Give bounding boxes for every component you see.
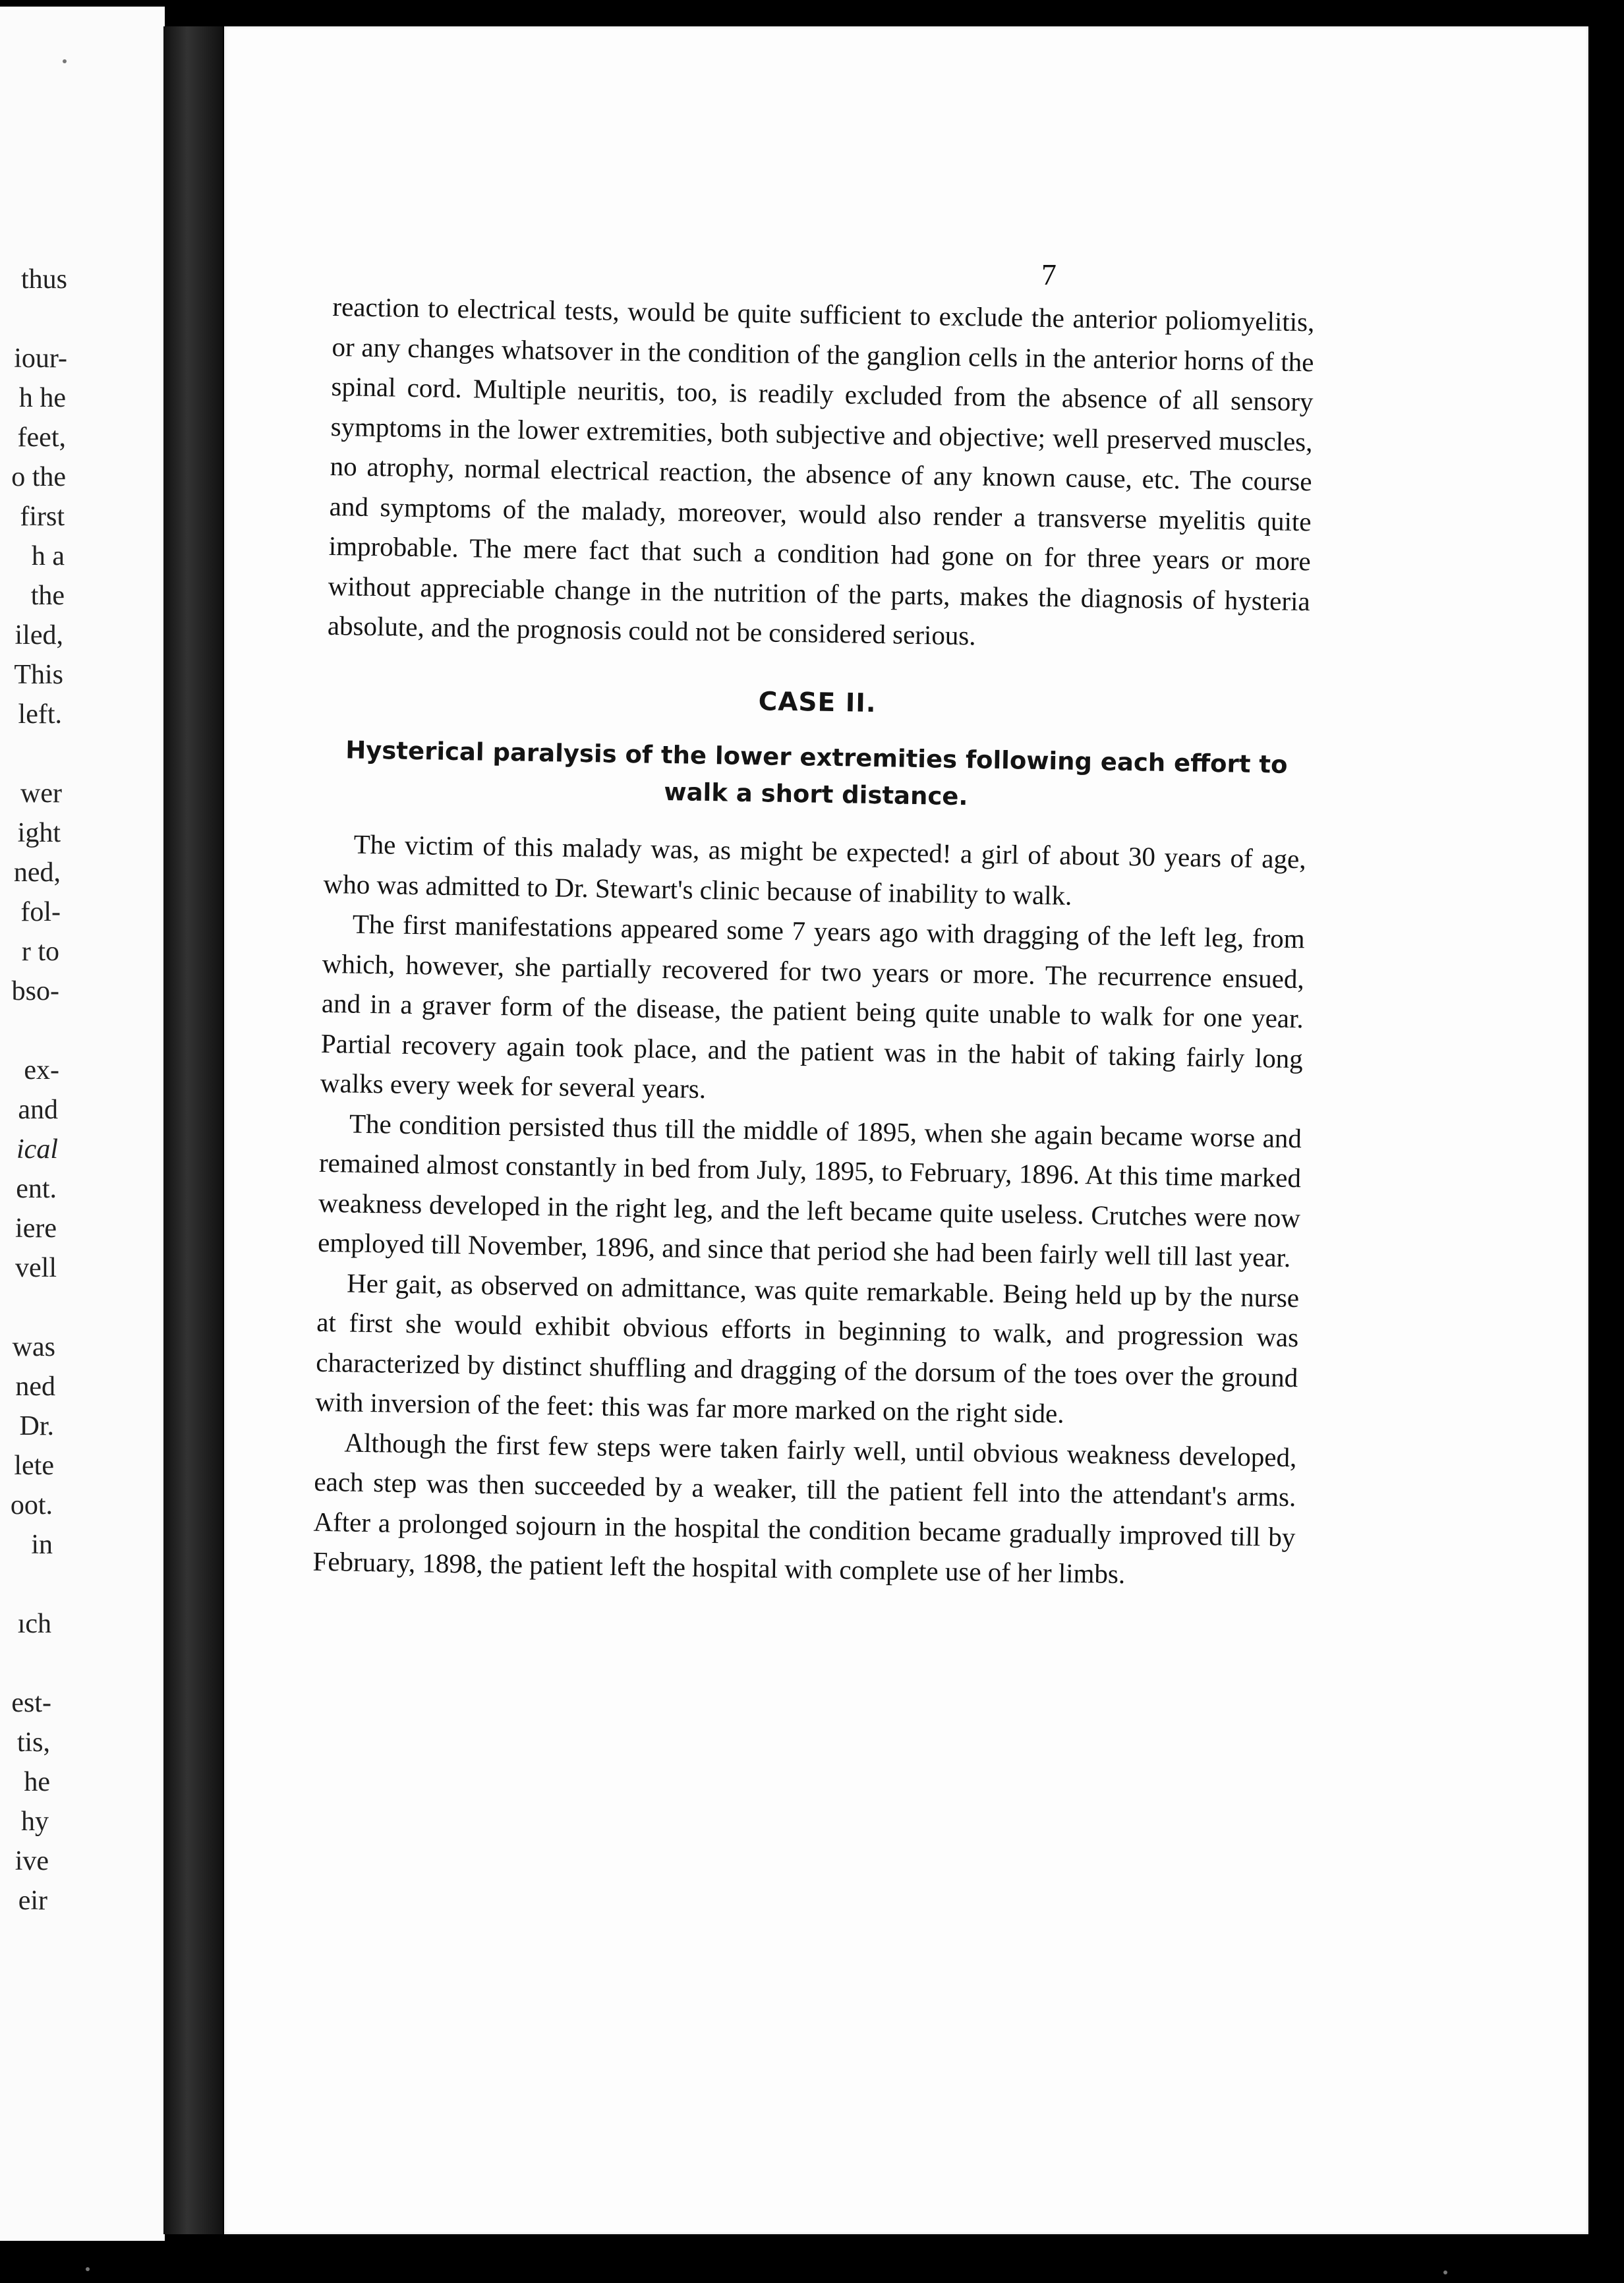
- facing-page-line: est-: [11, 1688, 51, 1718]
- facing-page-line: ent.: [16, 1174, 57, 1204]
- facing-page-line: thus: [20, 264, 67, 295]
- facing-page-line: fol-: [20, 897, 61, 927]
- facing-page-line: iled,: [14, 620, 63, 650]
- facing-page-line: ıch: [17, 1609, 51, 1639]
- facing-page-line: o the: [11, 462, 66, 492]
- facing-page-line: wer: [20, 778, 62, 809]
- paragraph: The first manifestations appeared some 7 years ago with dragging of the left leg, from which, however, she partially recovered for two years or more. The recurrence ensued, and in a graver form of the disease, the patient being quite unable to walk for one year. Partial recovery again took place, and the patient was in the habit of taking fairly long walks every week for several years.: [320, 908, 1306, 1105]
- paragraph: reaction to electrical tests, would be quite sufficient to exclude the anterior poliomyelitis, or any changes whatsover in the condition of the ganglion cells in the anterior horns of the spinal cord. Multiple neuritis, too, is readily excluded from the absence of all sensory symptoms in the lower extremities, both subjective and objective; well preserved muscles, no atrophy, normal electrical reaction, the absence of any known cause, etc. The course and symptoms of the malady, moreover, would also render a transverse myelitis quite improbable. The mere fact that such a condition had gone on for three years or more without appreciable change in the nutrition of the parts, makes the diagnosis of hysteria absolute, and the prognosis could not be considered serious.: [327, 291, 1315, 651]
- facing-page-line: feet,: [17, 422, 66, 453]
- facing-page: [0, 7, 165, 2241]
- facing-page-line: ned: [15, 1372, 55, 1402]
- case-subheading: Hysterical paralysis of the lower extremities following each effort to walk a short distance.: [345, 736, 1288, 811]
- facing-page-line: tis,: [16, 1727, 50, 1758]
- facing-page-line: ight: [17, 818, 61, 848]
- case-heading: CASE II.: [758, 686, 877, 718]
- paragraph: Her gait, as observed on admittance, was quite remarkable. Being held up by the nurse at first she would exhibit obvious efforts in beginning to walk, and progression was characterized by distinct shuffling and dragging of the dorsum of the toes over the ground with inversion of the feet: this was far more marked on the right side.: [315, 1267, 1300, 1429]
- facing-page-line: hy: [21, 1806, 49, 1837]
- facing-page-text: [0, 7, 165, 2241]
- facing-page-line: and: [18, 1095, 58, 1125]
- scan-border: [1588, 26, 1624, 2234]
- facing-page-line: in: [31, 1530, 53, 1560]
- facing-page-line: h he: [18, 383, 66, 413]
- facing-page-line: ical: [16, 1134, 58, 1165]
- facing-page-line: he: [24, 1767, 50, 1797]
- facing-page-line: This: [14, 660, 63, 690]
- paragraph: The condition persisted thus till the middle of 1895, when she again became worse and remained almost constantly in bed from July, 1895, to February, 1896. At this time marked weakness developed in the right leg, and the left became quite useless. Crutches were now employed till November, 1896, and since that period she had been fairly well till last year.: [317, 1108, 1302, 1273]
- facing-page-line: Dr.: [19, 1411, 54, 1441]
- facing-page-line: iere: [15, 1213, 57, 1244]
- scan-speck: [86, 2267, 90, 2271]
- facing-page-line: left.: [18, 699, 62, 730]
- facing-page-line: the: [30, 581, 65, 611]
- scan-speck: [1443, 2270, 1447, 2274]
- paragraph: The victim of this malady was, as might be expected! a girl of about 30 years of age, who was admitted to Dr. Stewart's clinic because of inability to walk.: [323, 828, 1306, 911]
- facing-page-line: bso-: [11, 976, 59, 1006]
- facing-page-line: oot.: [10, 1490, 53, 1520]
- facing-page-line: was: [12, 1332, 55, 1362]
- facing-page-line: h a: [31, 541, 65, 571]
- facing-page-line: vell: [15, 1253, 57, 1283]
- facing-page-line: ive: [14, 1846, 49, 1876]
- facing-page-line: r to: [21, 937, 59, 967]
- facing-page-line: eir: [18, 1886, 47, 1916]
- paragraph: Although the first few steps were taken fairly well, until obvious weakness developed, each step was then succeeded by a weaker, till the patient fell into the attendant's arms. After a prolonged sojourn in the hospital the condition became gradually improved till by February, 1898, the patient left the hospital with complete use of her limbs.: [312, 1426, 1297, 1590]
- facing-page-line: iour-: [14, 343, 67, 374]
- page-body: [312, 287, 1315, 1597]
- scan-speck: [63, 59, 67, 63]
- facing-page-line: ex-: [24, 1055, 59, 1085]
- facing-page-line: first: [20, 502, 65, 532]
- page-number: 7: [1041, 258, 1057, 291]
- facing-page-line: lete: [14, 1451, 54, 1481]
- book-gutter: [163, 26, 223, 2234]
- facing-page-line: ned,: [13, 857, 61, 888]
